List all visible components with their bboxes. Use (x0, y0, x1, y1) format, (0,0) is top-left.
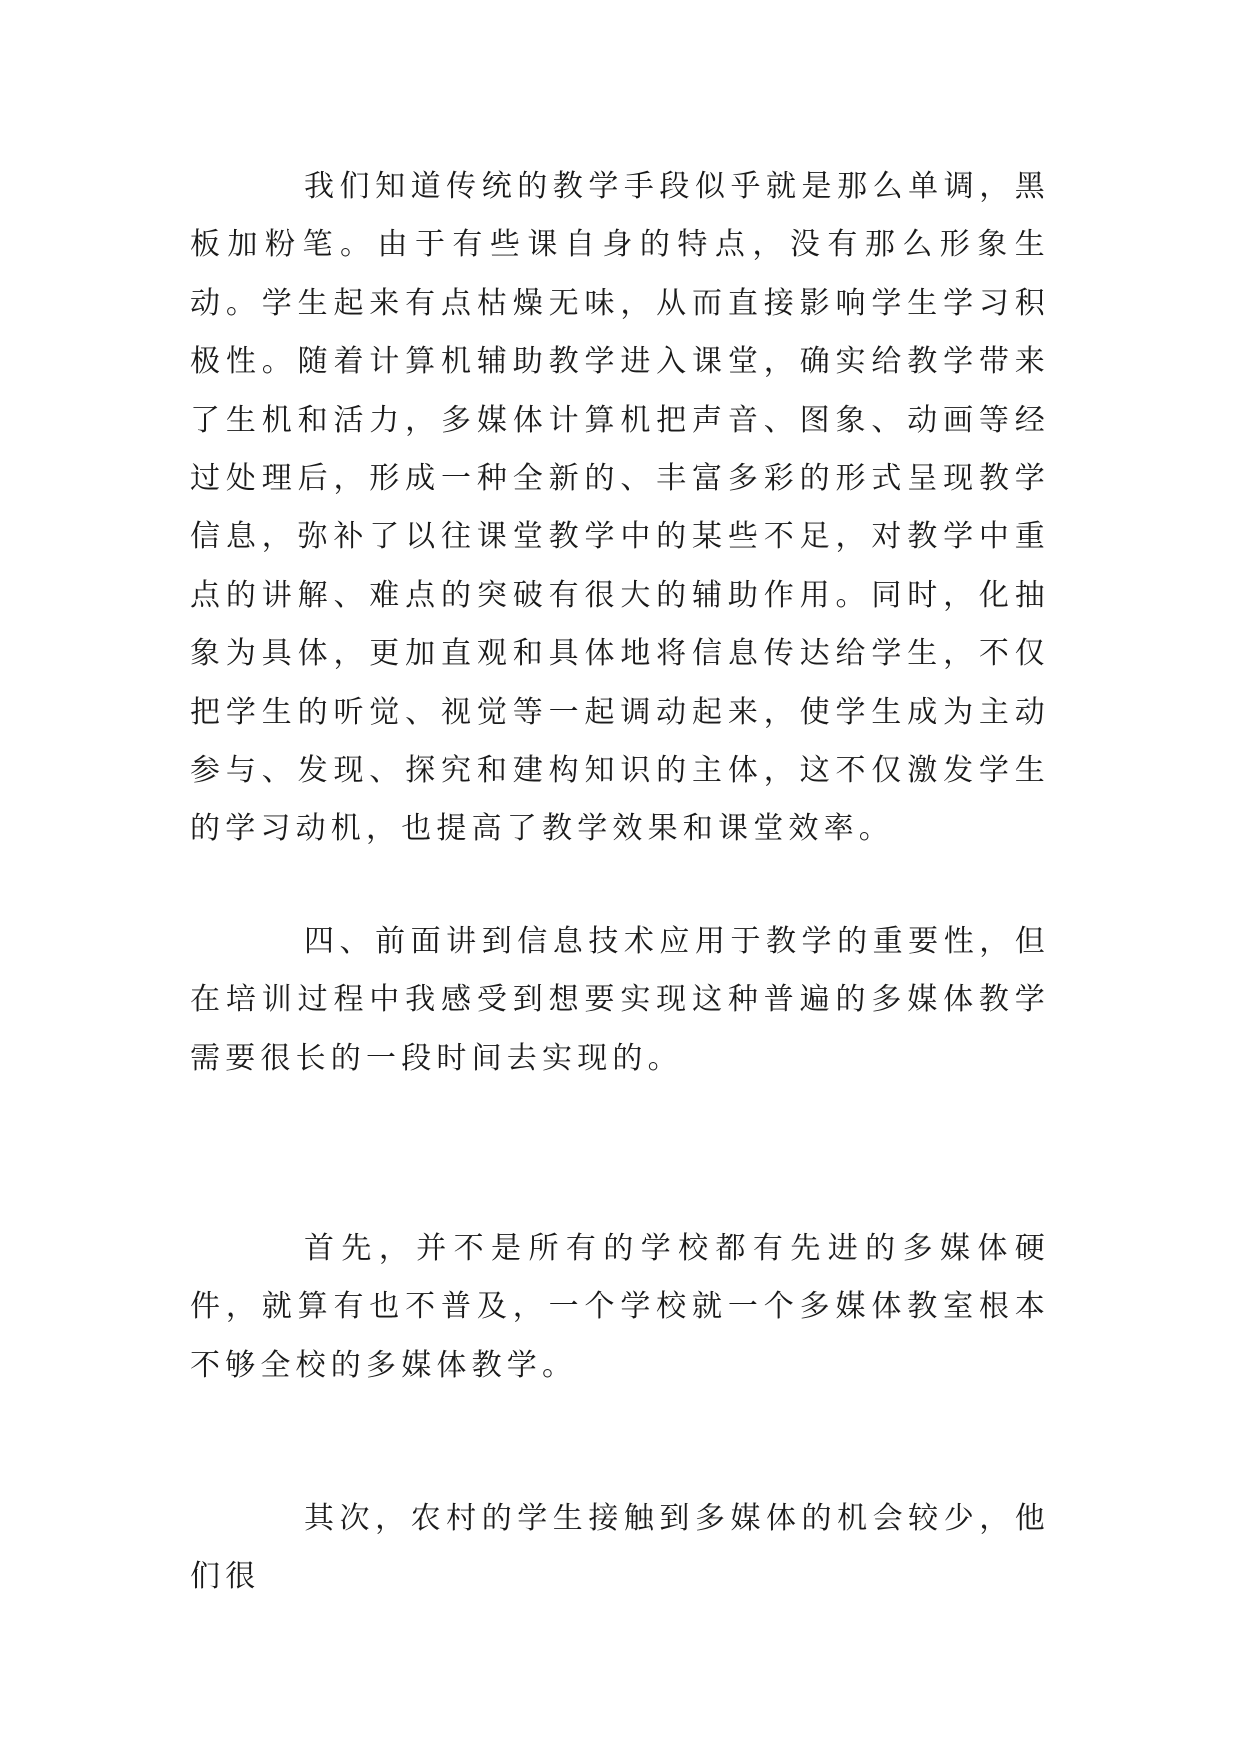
paragraph-section-four: 四、前面讲到信息技术应用于教学的重要性，但在培训过程中我感受到想要实现这种普遍的多媒体教学需要很长的一段时间去实现的。 (190, 924, 1050, 1076)
paragraph-multimedia-benefits: 我们知道传统的教学手段似乎就是那么单调，黑板加粉笔。由于有些课自身的特点，没有那么形象生动。学生起来有点枯燥无味，从而直接影响学生学习积极性。随着计算机辅助教学进入课堂，确实给教学带来了生机和活力，多媒体计算机把声音、图象、动画等经过处理后，形成一种全新的、丰富多彩的形式呈现教学信息，弥补了以往课堂教学中的某些不足，对教学中重点的讲解、难点的突破有很大的辅助作用。同时，化抽象为具体，更加直观和具体地将信息传达给学生，不仅把学生的听觉、视觉等一起调动起来，使学生成为主动参与、发现、探究和建构知识的主体，这不仅激发学生的学习动机，也提高了教学效果和课堂效率。 (190, 169, 1050, 847)
paragraph-first-point: 首先，并不是所有的学校都有先进的多媒体硬件，就算有也不普及，一个学校就一个多媒体教室根本不够全校的多媒体教学。 (190, 1231, 1050, 1383)
paragraph-second-point: 其次，农村的学生接触到多媒体的机会较少，他们很 (190, 1501, 1050, 1595)
